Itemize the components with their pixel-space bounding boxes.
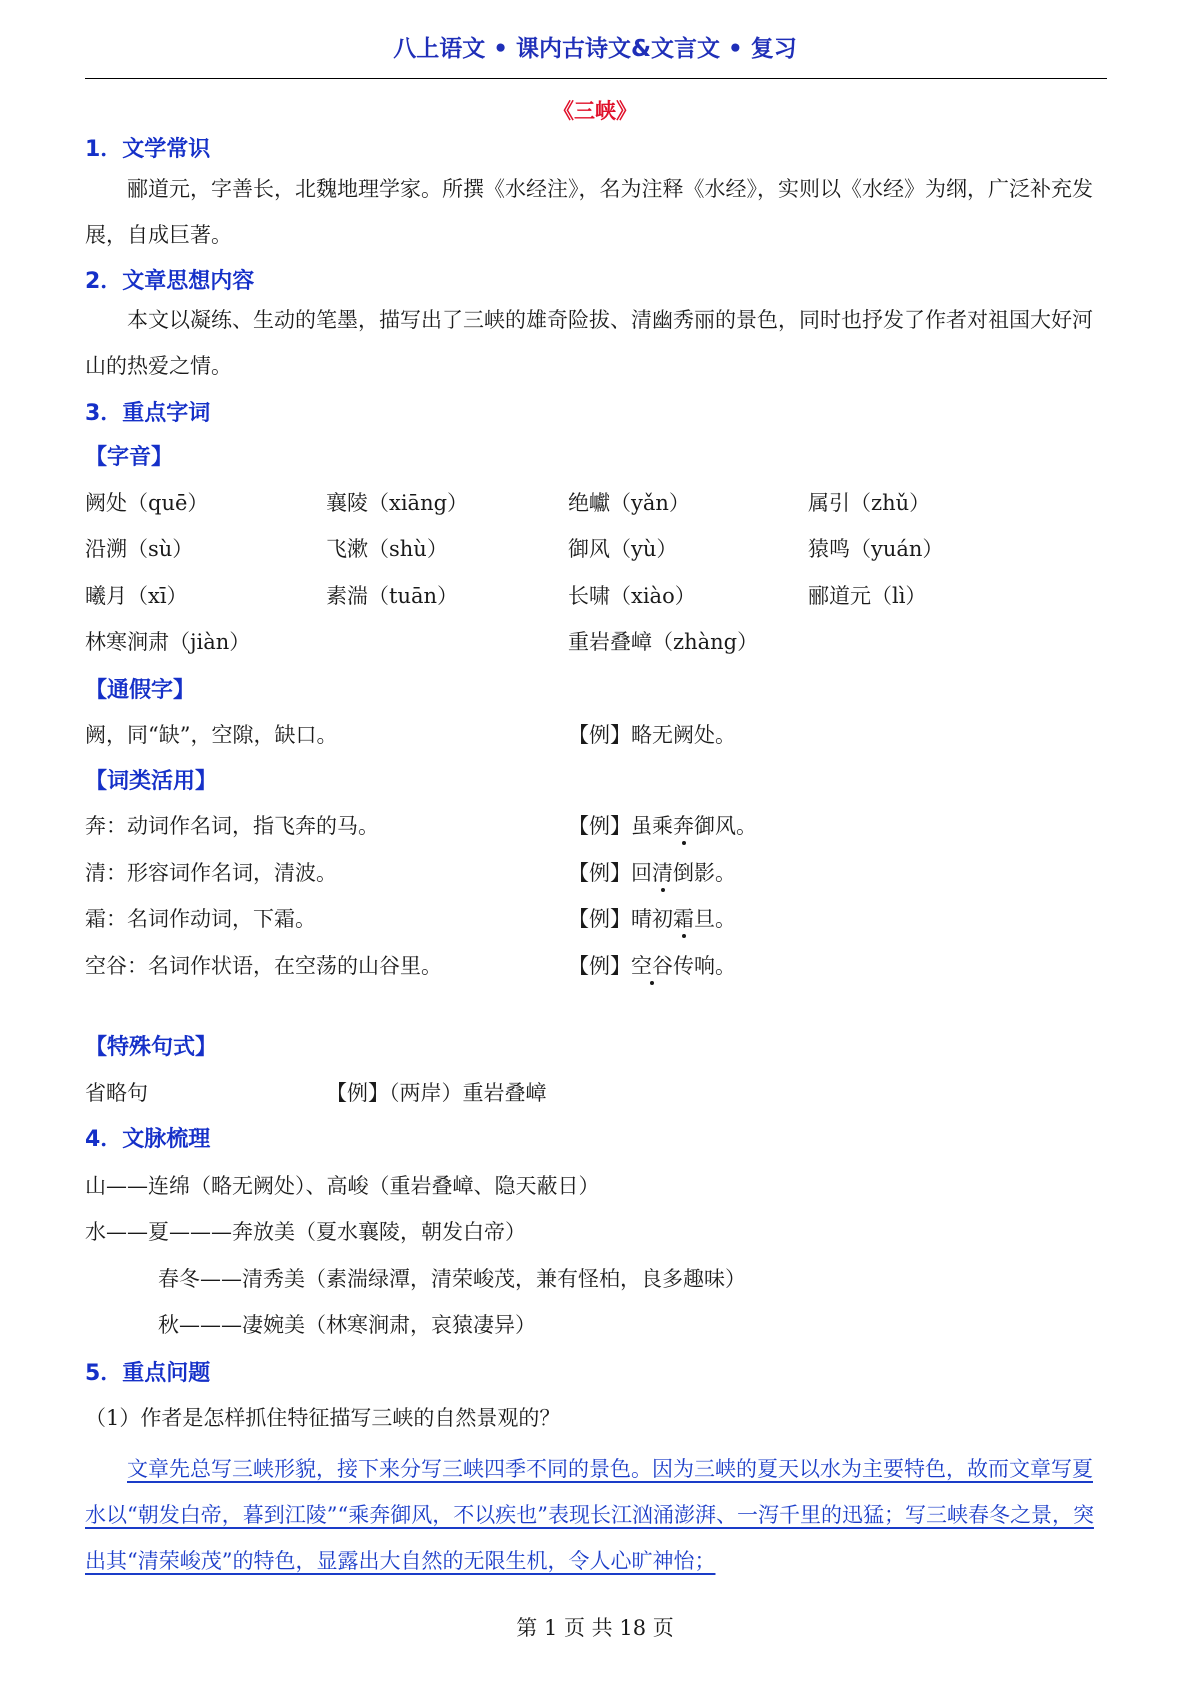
- section-body-literary-knowledge: [85, 166, 1107, 258]
- pronunciation-item: 林寒涧肃（jiàn）: [85, 630, 251, 654]
- pronunciation-item: 御风（yù）: [568, 537, 678, 561]
- usage-example: [568, 857, 736, 887]
- example-pre: 回: [631, 861, 652, 885]
- emphasis-dotted: 空谷: [631, 950, 673, 980]
- pronunciation-item: 郦道元（lì）: [808, 584, 927, 608]
- subheading-pronunciation: 【字音】: [85, 445, 174, 470]
- pronunciation-item: 阙处（quē）: [85, 491, 209, 515]
- usage-definition: 清：形容词作名词，清波。: [85, 861, 337, 885]
- usage-example: [568, 950, 736, 980]
- example-tag: 【例】: [568, 861, 631, 885]
- paragraph: 郦道元，字善长，北魏地理学家。所撰《水经注》，名为注释《水经》，实则以《水经》为纲，广泛补充发展，自成巨著。: [85, 177, 1093, 247]
- page-header-title: 八上语文 • 课内古诗文&文言文 • 复习: [393, 36, 797, 62]
- example-text: 略无阙处。: [631, 723, 736, 747]
- pronunciation-item: 沿溯（sù）: [85, 537, 194, 561]
- emphasis-dotted: 清: [652, 857, 673, 887]
- example-tag: 【例】: [326, 1081, 389, 1105]
- example-pre: 晴初: [631, 907, 673, 931]
- question-1: （1）作者是怎样抓住特征描写三峡的自然景观的？: [85, 1406, 561, 1430]
- example-tag: 【例】: [568, 814, 631, 838]
- header-divider: [85, 78, 1107, 79]
- usage-example: [568, 903, 736, 933]
- section-heading-structure: 4．文脉梳理: [85, 1127, 211, 1152]
- example-post: 御风。: [694, 814, 757, 838]
- pronunciation-item: 襄陵（xiāng）: [326, 491, 469, 515]
- structure-line-spring-winter: 春冬——清秀美（素湍绿潭，清荣峻茂，兼有怪柏，良多趣味）: [158, 1267, 746, 1291]
- structure-line-mountain: 山——连绵（略无阙处）、高峻（重岩叠嶂、隐天蔽日）: [85, 1174, 600, 1198]
- usage-definition: 奔：动词作名词，指飞奔的马。: [85, 814, 379, 838]
- structure-line-summer: 水——夏———奔放美（夏水襄陵，朝发白帝）: [85, 1220, 526, 1244]
- pronunciation-item: 绝巘（yǎn）: [568, 491, 690, 515]
- section-heading-content: 2．文章思想内容: [85, 269, 255, 294]
- example-post: 倒影。: [673, 861, 736, 885]
- pronunciation-item: 长啸（xiào）: [568, 584, 696, 608]
- subheading-word-class-usage: 【词类活用】: [85, 769, 218, 794]
- pronunciation-item: 属引（zhǔ）: [808, 491, 931, 515]
- example-text: （两岸）重岩叠嶂: [389, 1081, 547, 1105]
- section-heading-literary-knowledge: 1．文学常识: [85, 137, 211, 162]
- usage-example: [568, 810, 757, 840]
- paragraph: 本文以凝练、生动的笔墨，描写出了三峡的雄奇险拔、清幽秀丽的景色，同时也抒发了作者对祖国大好河山的热爱之情。: [85, 308, 1093, 378]
- pronunciation-item: 猿鸣（yuán）: [808, 537, 944, 561]
- answer-text: 文章先总写三峡形貌，接下来分写三峡四季不同的景色。因为三峡的夏天以水为主要特色，故而文章写夏水以“朝发白帝，暮到江陵”“乘奔御风，不以疾也”表现长江汹涌澎湃、一泻千里的迅猛；写三峡春冬之景，突出其“清荣峻茂”的特色，显露出大自然的无限生机，令人心旷神怡；: [85, 1457, 1094, 1573]
- example-tag: 【例】: [568, 723, 631, 747]
- example-tag: 【例】: [568, 954, 631, 978]
- example-post: 传响。: [673, 954, 736, 978]
- pronunciation-item: 飞漱（shù）: [326, 537, 448, 561]
- pronunciation-item: 重岩叠嶂（zhàng）: [568, 630, 759, 654]
- subheading-special-sentence: 【特殊句式】: [85, 1035, 218, 1060]
- page-footer: 第 1 页 共 18 页: [516, 1616, 674, 1640]
- sentence-type: 省略句: [85, 1081, 148, 1105]
- usage-definition: 霜：名词作动词，下霜。: [85, 907, 316, 931]
- document-title: 《三峡》: [553, 99, 637, 123]
- usage-definition: 空谷：名词作状语，在空荡的山谷里。: [85, 954, 442, 978]
- answer-1: [85, 1446, 1107, 1584]
- section-heading-key-words: 3．重点字词: [85, 401, 211, 426]
- sentence-example: [326, 1077, 547, 1107]
- interchangeable-definition: 阙，同“缺”，空隙，缺口。: [85, 723, 338, 747]
- example-tag: 【例】: [568, 907, 631, 931]
- example-post: 旦。: [694, 907, 736, 931]
- structure-line-autumn: 秋———凄婉美（林寒涧肃，哀猿凄异）: [158, 1313, 536, 1337]
- emphasis-dotted: 奔: [673, 810, 694, 840]
- pronunciation-item: 素湍（tuān）: [326, 584, 459, 608]
- pronunciation-item: 曦月（xī）: [85, 584, 188, 608]
- example-pre: 虽乘: [631, 814, 673, 838]
- interchangeable-example: [568, 719, 736, 749]
- section-body-content: [85, 297, 1107, 389]
- subheading-interchangeable-characters: 【通假字】: [85, 678, 196, 703]
- section-heading-key-questions: 5．重点问题: [85, 1361, 211, 1386]
- emphasis-dotted: 霜: [673, 903, 694, 933]
